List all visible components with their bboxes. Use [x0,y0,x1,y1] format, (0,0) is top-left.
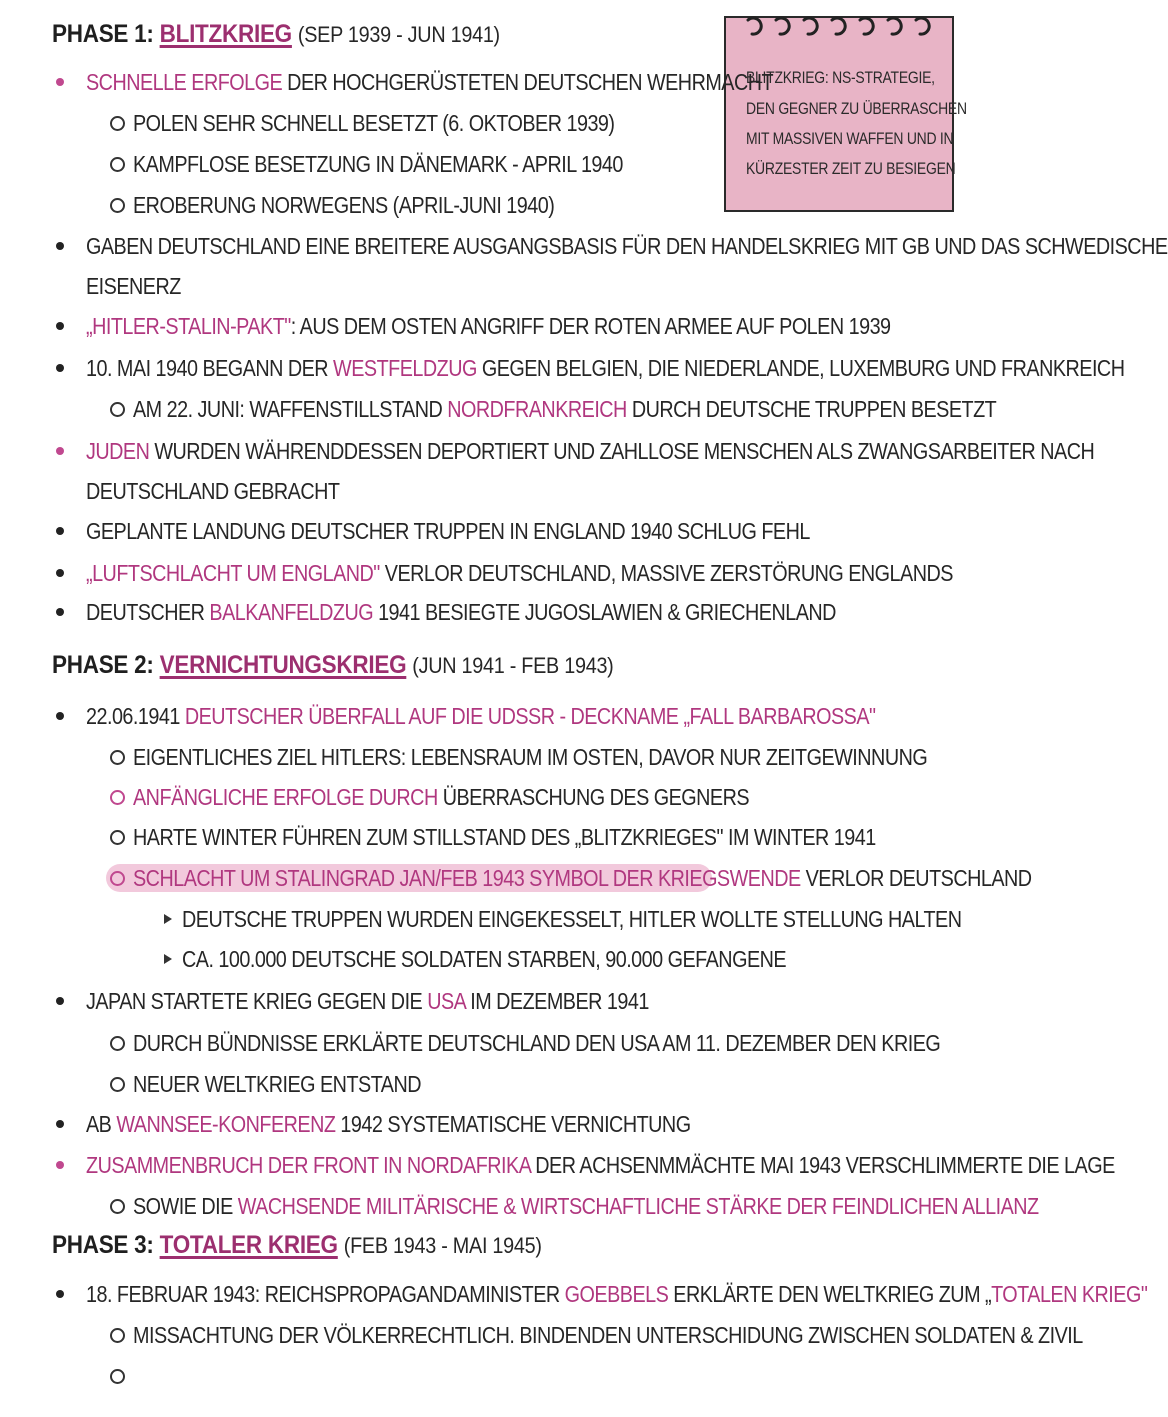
sub-list-item: SOWIE DIE WACHSENDE MILITÄRISCHE & WIRTSCHAFTLICHE STÄRKE DER FEINDLICHEN ALLIANZ [133,1193,1039,1219]
note-line: BLITZKRIEG: NS-STRATEGIE, [746,68,935,87]
sub-list-item: EROBERUNG NORWEGENS (APRIL-JUNI 1940) [133,192,555,218]
sub-list-item: MISSACHTUNG DER VÖLKERRECHTLICH. BINDENDEN UNTERSCHIDUNG ZWISCHEN SOLDATEN & ZIVIL [133,1322,1083,1348]
sub-list-item: EIGENTLICHES ZIEL HITLERS: LEBENSRAUM IM OSTEN, DAVOR NUR ZEITGEWINNUNG [133,744,928,770]
phase2-label: PHASE 2: [52,651,154,679]
list-item: 18. FEBRUAR 1943: REICHSPROPAGANDAMINISTER GOEBBELS ERKLÄRTE DEN WELTKRIEG ZUM „TOTALEN KRIEG" [86,1281,1148,1307]
phase1-label: PHASE 1: [52,20,154,48]
list-item: GEPLANTE LANDUNG DEUTSCHER TRUPPEN IN ENGLAND 1940 SCHLUG FEHL [86,518,810,544]
bullet-point [56,1290,64,1298]
list-item-continuation: EISENERZ [86,273,181,299]
sub-bullet [110,1077,125,1092]
note-line: DEN GEGNER ZU ÜBERRASCHEN [746,99,967,118]
phase3-dates: (FEB 1943 - MAI 1945) [343,1233,542,1258]
bullet-point [56,527,64,535]
bullet-point [56,997,64,1005]
sub-list-item: AM 22. JUNI: WAFFENSTILLSTAND NORDFRANKREICH DURCH DEUTSCHE TRUPPEN BESETZT [133,396,997,422]
note-line: MIT MASSIVEN WAFFEN UND IN [746,129,954,148]
phase2-title: VERNICHTUNGSKRIEG [159,651,407,679]
list-item: „LUFTSCHLACHT UM ENGLAND" VERLOR DEUTSCHLAND, MASSIVE ZERSTÖRUNG ENGLANDS [86,560,953,586]
sub-sub-list-item: DEUTSCHE TRUPPEN WURDEN EINGEKESSELT, HITLER WOLLTE STELLUNG HALTEN [182,906,962,932]
sub-bullet [110,1199,125,1214]
sub-bullet [110,750,125,765]
bullet-point [56,1120,64,1128]
phase3-label: PHASE 3: [52,1231,154,1259]
bullet-point [56,78,64,86]
sub-sub-list-item: CA. 100.000 DEUTSCHE SOLDATEN STARBEN, 90.000 GEFANGENE [182,946,787,972]
list-item: AB WANNSEE-KONFERENZ 1942 SYSTEMATISCHE VERNICHTUNG [86,1111,691,1137]
phase3-title: TOTALER KRIEG [159,1231,338,1259]
empty-sub-bullet [110,1369,125,1384]
list-item: „HITLER-STALIN-PAKT": AUS DEM OSTEN ANGRIFF DER ROTEN ARMEE AUF POLEN 1939 [86,313,891,339]
sub-bullet [110,198,125,213]
list-item: 10. MAI 1940 BEGANN DER WESTFELDZUG GEGEN BELGIEN, DIE NIEDERLANDE, LUXEMBURG UND FRANKREICH [86,355,1125,381]
list-item: JUDEN WURDEN WÄHRENDDESSEN DEPORTIERT UND ZAHLLOSE MENSCHEN ALS ZWANGSARBEITER NACH [86,438,1095,464]
phase2-heading [52,648,614,683]
list-item: JAPAN STARTETE KRIEG GEGEN DIE USA IM DEZEMBER 1941 [86,988,649,1014]
phase3-heading [52,1228,542,1263]
sub-bullet [110,790,125,805]
sub-list-item: ANFÄNGLICHE ERFOLGE DURCH ÜBERRASCHUNG DES GEGNERS [133,784,750,810]
spiral-binding-icon [740,10,950,40]
bullet-point [56,1161,64,1169]
bullet-point [56,364,64,372]
sub-bullet [110,157,125,172]
bullet-point [56,242,64,250]
sub-list-item: SCHLACHT UM STALINGRAD JAN/FEB 1943 SYMBOL DER KRIEGSWENDE VERLOR DEUTSCHLAND [133,865,1032,891]
sub-bullet [110,1328,125,1343]
list-item: DEUTSCHER BALKANFELDZUG 1941 BESIEGTE JUGOSLAWIEN & GRIECHENLAND [86,599,836,625]
sub-bullet [110,402,125,417]
list-item: GABEN DEUTSCHLAND EINE BREITERE AUSGANGSBASIS FÜR DEN HANDELSKRIEG MIT GB UND DAS SCHWEDISCHE [86,233,1168,259]
phase1-heading [52,17,500,52]
arrow-bullet-icon [164,954,172,964]
sub-list-item: POLEN SEHR SCHNELL BESETZT (6. OKTOBER 1939) [133,110,615,136]
note-line: KÜRZESTER ZEIT ZU BESIEGEN [746,159,956,178]
bullet-point [56,569,64,577]
sub-list-item: HARTE WINTER FÜHREN ZUM STILLSTAND DES „BLITZKRIEGES" IM WINTER 1941 [133,824,876,850]
bullet-point [56,712,64,720]
bullet-point [56,322,64,330]
sub-bullet [110,116,125,131]
phase2-dates: (JUN 1941 - FEB 1943) [412,653,614,678]
list-item: ZUSAMMENBRUCH DER FRONT IN NORDAFRIKA DER ACHSENMMÄCHTE MAI 1943 VERSCHLIMMERTE DIE LAGE [86,1152,1115,1178]
sub-bullet [110,871,125,886]
phase1-title: BLITZKRIEG [159,20,292,48]
sub-bullet [110,830,125,845]
sub-list-item: DURCH BÜNDNISSE ERKLÄRTE DEUTSCHLAND DEN USA AM 11. DEZEMBER DEN KRIEG [133,1030,941,1056]
sub-bullet [110,1036,125,1051]
list-item: SCHNELLE ERFOLGE DER HOCHGERÜSTETEN DEUTSCHEN WEHRMACHT [86,69,774,95]
sub-list-item: NEUER WELTKRIEG ENTSTAND [133,1071,422,1097]
list-item-continuation: DEUTSCHLAND GEBRACHT [86,478,340,504]
definition-note [724,16,967,212]
list-item: 22.06.1941 DEUTSCHER ÜBERFALL AUF DIE UDSSR - DECKNAME „FALL BARBAROSSA" [86,703,876,729]
sub-list-item: KAMPFLOSE BESETZUNG IN DÄNEMARK - APRIL 1940 [133,151,623,177]
arrow-bullet-icon [164,914,172,924]
bullet-point [56,608,64,616]
bullet-point [56,447,64,455]
phase1-dates: (SEP 1939 - JUN 1941) [297,22,500,47]
